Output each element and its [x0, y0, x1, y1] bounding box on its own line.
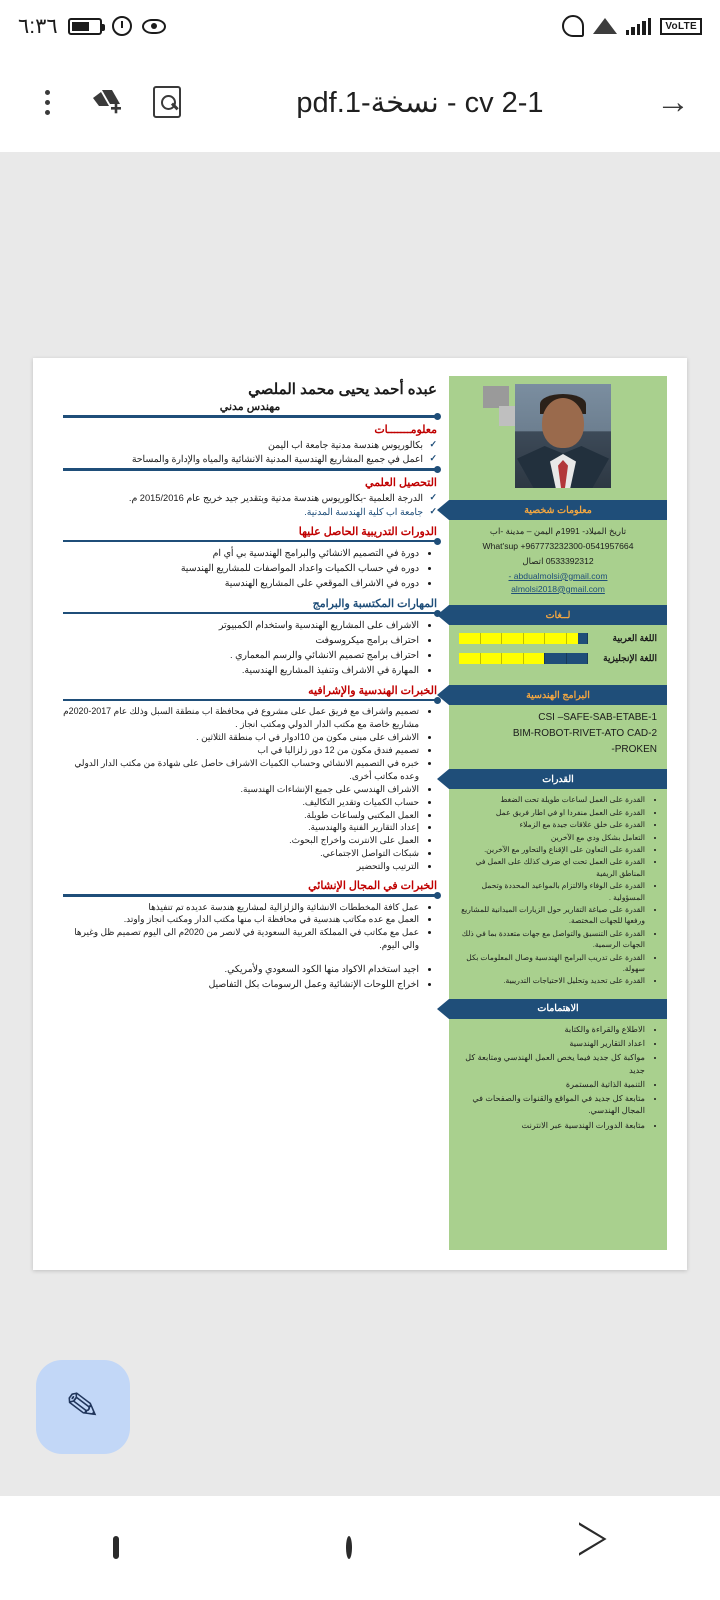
list-item: • دوره في حساب الكميات واعداد المواصفات للمشاريع الهندسية — [63, 561, 419, 576]
list-item: • حساب الكميات وتقدير التكاليف. — [63, 796, 419, 809]
cv-name: عبده أحمد يحيى محمد الملصي — [248, 381, 437, 398]
whatsapp-icon — [562, 15, 584, 37]
list-item: • القدرة على صياغة التقارير حول الزيارات الميدانية للمشاريع ورفعها للجهات المختصة. — [455, 904, 645, 927]
cv-main-column — [53, 376, 449, 1250]
list-item: • العمل مع عده مكاتب هندسية في محافظة اب منها مكتب الدار ومكتب انجاز واوتد. — [63, 913, 419, 926]
divider — [63, 540, 437, 543]
list-item: • القدرة على الوفاء والالتزام بالمواعيد المحددة وتحمل المسؤولية . — [455, 880, 645, 903]
list-item: • اخراج اللوحات الإنشائية وعمل الرسومات بكل التفاصيل — [63, 977, 419, 992]
system-nav-bar — [0, 1496, 720, 1600]
status-time: ٦:٣٦ — [18, 14, 58, 38]
cv-section-education — [63, 476, 437, 520]
section-title: الدورات التدريبية الحاصل عليها — [298, 525, 437, 538]
language-label: اللغة الإنجليزية — [603, 653, 657, 664]
list-item: • الاطلاع والقراءة والكتابة — [455, 1024, 645, 1036]
list-item: • القدرة على العمل تحت اي ضرف كذلك على العمل في المناطق الريفية — [455, 856, 645, 879]
status-bar — [0, 0, 720, 52]
cv-section-info — [63, 423, 437, 471]
sidebar-band-languages: لــغات — [449, 605, 667, 625]
list-item: • إعداد التقارير الفنية والهندسية. — [63, 821, 419, 834]
cv-sidebar — [449, 376, 667, 1250]
section-items — [63, 438, 437, 467]
abilities-list — [449, 789, 667, 992]
section-items — [63, 618, 437, 678]
section-title: الخبرات في المجال الإنشائي — [308, 880, 437, 893]
list-item: • شبكات التواصل الاجتماعي. — [63, 847, 419, 860]
annotate-pen-icon: ✎ — [63, 1382, 103, 1432]
list-item: • القدرة على العمل لساعات طويلة تحت الضغط — [455, 794, 645, 805]
language-row — [459, 653, 657, 664]
nav-recents-button[interactable] — [113, 1539, 119, 1557]
decor-square — [483, 386, 509, 408]
cv-document — [53, 376, 667, 1250]
list-item: • تصميم واشراف مع فريق عمل على مشروع في محافظة اب منطقة السبل وذلك عام 2017-2020م مشاريع خاصة مع مكتب الدار الدولي ومكتب انجاز . — [63, 705, 419, 731]
alarm-clock-icon — [112, 16, 132, 36]
list-item: • القدرة على تدريب البرامج الهندسية وصال المعلومات بكل سهولة. — [455, 952, 645, 975]
cv-section-skills — [63, 597, 437, 678]
list-item: • متابعة الدورات الهندسية عبر الانترنت — [455, 1120, 645, 1132]
triangle-icon — [579, 1522, 607, 1573]
circle-icon — [346, 1536, 352, 1559]
annotate-button[interactable] — [36, 1360, 130, 1454]
volte-badge: VoLTE — [660, 18, 702, 35]
eye-icon — [142, 19, 166, 34]
section-items-extra — [63, 962, 437, 992]
language-bar — [459, 633, 588, 644]
cv-header — [63, 380, 437, 413]
list-item: • القدرة على التعاون على الإقناع والتحاور مع الآخرين. — [455, 844, 645, 855]
list-item: • اجيد استخدام الاكواد منها الكود السعودي ولأمريكي. — [63, 962, 419, 977]
list-item: • عمل كافة المخططات الانشائية والزلزالية لمشاريع هندسة عديده تم تنفيذها — [63, 901, 419, 914]
sidebar-band-abilities: القدرات — [449, 769, 667, 789]
language-row — [459, 633, 657, 644]
overflow-menu-icon — [45, 90, 50, 115]
drive-add-icon — [92, 88, 122, 116]
sidebar-band-programs: البرامج الهندسية — [449, 685, 667, 705]
cv-job-title: مهندس مدني — [219, 401, 281, 413]
avatar — [515, 384, 611, 488]
list-item: ✓ بكالوريوس هندسة مدنية جامعة اب اليمن — [63, 438, 437, 452]
list-item: • التعامل بشكل ودي مع الآخرين — [455, 832, 645, 843]
language-label: اللغة العربية — [612, 633, 657, 644]
cv-section-courses — [63, 525, 437, 591]
more-options-button[interactable] — [20, 75, 74, 129]
status-bar-right — [562, 15, 702, 37]
list-item: • مواكبة كل جديد فيما يخص العمل الهندسي ومتابعة كل جديد — [455, 1052, 645, 1077]
battery-icon — [68, 18, 102, 35]
phone-line: 0533392312 اتصال — [522, 555, 594, 566]
list-item: • الترتيب والتحضير — [63, 860, 419, 873]
document-search-icon — [153, 86, 181, 118]
nav-back-button[interactable] — [579, 1539, 607, 1557]
list-item: • تصميم فندق مكون من 12 دور زلزاليا في اب — [63, 744, 419, 757]
list-item: • احتراف برامج تصميم الانشائي والرسم المعماري . — [63, 648, 419, 663]
wifi-icon — [593, 18, 617, 34]
pdf-viewer[interactable] — [0, 152, 720, 1496]
list-item: • العمل المكتبي ولساعات طويلة. — [63, 809, 419, 822]
cv-photo-block — [449, 376, 667, 494]
divider — [63, 415, 437, 418]
sidebar-band-interests: الاهتمامات — [449, 999, 667, 1019]
section-items — [63, 705, 437, 873]
share-button[interactable] — [646, 75, 700, 129]
programs-list — [449, 705, 667, 763]
interests-list — [449, 1019, 667, 1139]
section-items — [63, 491, 437, 520]
birth-line: تاريخ الميلاد- 1991م اليمن – مدينة -اب — [489, 526, 627, 536]
list-item: • القدرة على خلق علاقات جيدة مع الزملاء — [455, 819, 645, 830]
list-item: • الاشراف على المشاريع الهندسية واستخدام الكمبيوتر — [63, 618, 419, 633]
section-items — [63, 546, 437, 591]
personal-info — [449, 520, 667, 599]
list-item: • دوره في الاشراف الموقعي على المشاريع الهندسية — [63, 576, 419, 591]
signal-icon — [626, 17, 652, 35]
program-item: 2-BIM-ROBOT-RIVET-ATO CAD — [512, 728, 657, 740]
list-item: • العمل على الانترنت واخراج البحوث. — [63, 834, 419, 847]
cv-section-structural — [63, 879, 437, 992]
page-title: cv 2-1 - نسخة-1.pdf — [296, 86, 544, 119]
divider — [63, 612, 437, 615]
list-item: ✓ جامعة اب كلية الهندسة المدنية. — [63, 505, 437, 519]
list-item: • الاشراف على مبنى مكون من 10ادوار في اب منطقة الثلاثين . — [63, 731, 419, 744]
section-title: معلومـــــــات — [374, 423, 437, 436]
section-title: التحصيل العلمي — [365, 476, 437, 489]
program-item: 1-CSI –SAFE-SAB-ETABE — [538, 712, 657, 724]
email-link[interactable]: abdualmolsi@gmail.com - — [508, 570, 608, 581]
arrow-right-icon: → — [656, 83, 690, 121]
whatsapp-line: What'sup +967773232300-0541957664 — [482, 540, 634, 551]
divider — [63, 894, 437, 897]
scan-document-button[interactable] — [140, 75, 194, 129]
section-items — [63, 901, 437, 953]
section-title: المهارات المكتسبة والبرامج — [312, 597, 437, 610]
nav-home-button[interactable] — [346, 1539, 352, 1557]
list-item: • الاشراف الهندسي على جميع الإنشاءات الهندسية. — [63, 783, 419, 796]
program-item: PROKEN- — [611, 744, 657, 756]
list-item: • اعداد التقارير الهندسية — [455, 1038, 645, 1050]
list-item: • خبره في التصميم الانشائي وحساب الكميات الاشراف حاصل على شهادة من مكتب الدار الدولي وعده مكاتب أخرى. — [63, 757, 419, 783]
email-link[interactable]: almolsi2018@gmail.com — [511, 583, 605, 594]
divider — [63, 699, 437, 702]
sidebar-band-personal: معلومات شخصية — [449, 500, 667, 520]
list-item: ✓ الدرجة العلمية -بكالوريوس هندسة مدنية وبتقدير جيد خريج عام 2015/2016 م. — [63, 491, 437, 505]
divider — [63, 468, 437, 471]
language-bar — [459, 653, 588, 664]
list-item: ✓ اعمل في جميع المشاريع الهندسية المدنية الانشائية والمياه والإدارة والمساحة — [63, 452, 437, 466]
status-bar-left — [18, 14, 166, 39]
list-item: • القدرة على العمل منفردا او في اطار فريق عمل — [455, 807, 645, 818]
app-bar — [0, 52, 720, 152]
pdf-page — [33, 358, 687, 1270]
section-title: الخبرات الهندسية والإشرافيه — [308, 684, 437, 697]
list-item: • التنمية الذاتية المستمرة — [455, 1079, 645, 1091]
add-to-drive-button[interactable] — [80, 75, 134, 129]
list-item: • دورة في التصميم الانشائي والبرامج الهندسية بي أي ام — [63, 546, 419, 561]
list-item: • احتراف برامج ميكروسوفت — [63, 633, 419, 648]
square-icon — [113, 1536, 119, 1559]
list-item: • متابعة كل جديد في المواقع والقنوات والصفحات في المجال الهندسي. — [455, 1093, 645, 1118]
list-item: • القدرة على التنسيق والتواصل مع جهات متعددة بما في ذلك الجهات الرسمية. — [455, 928, 645, 951]
languages-bars — [449, 625, 667, 679]
list-item: • عمل مع مكاتب في المملكة العربية السعودية في لانصر من 2020م الى اليوم تصميم ظل وغيرها والي اليوم. — [63, 926, 419, 952]
list-item: • القدرة على تحديد وتحليل الاحتياجات التدريبية. — [455, 975, 645, 986]
cv-section-experience — [63, 684, 437, 873]
list-item: • المهارة في الاشراف وتنفيذ المشاريع الهندسية. — [63, 663, 419, 678]
